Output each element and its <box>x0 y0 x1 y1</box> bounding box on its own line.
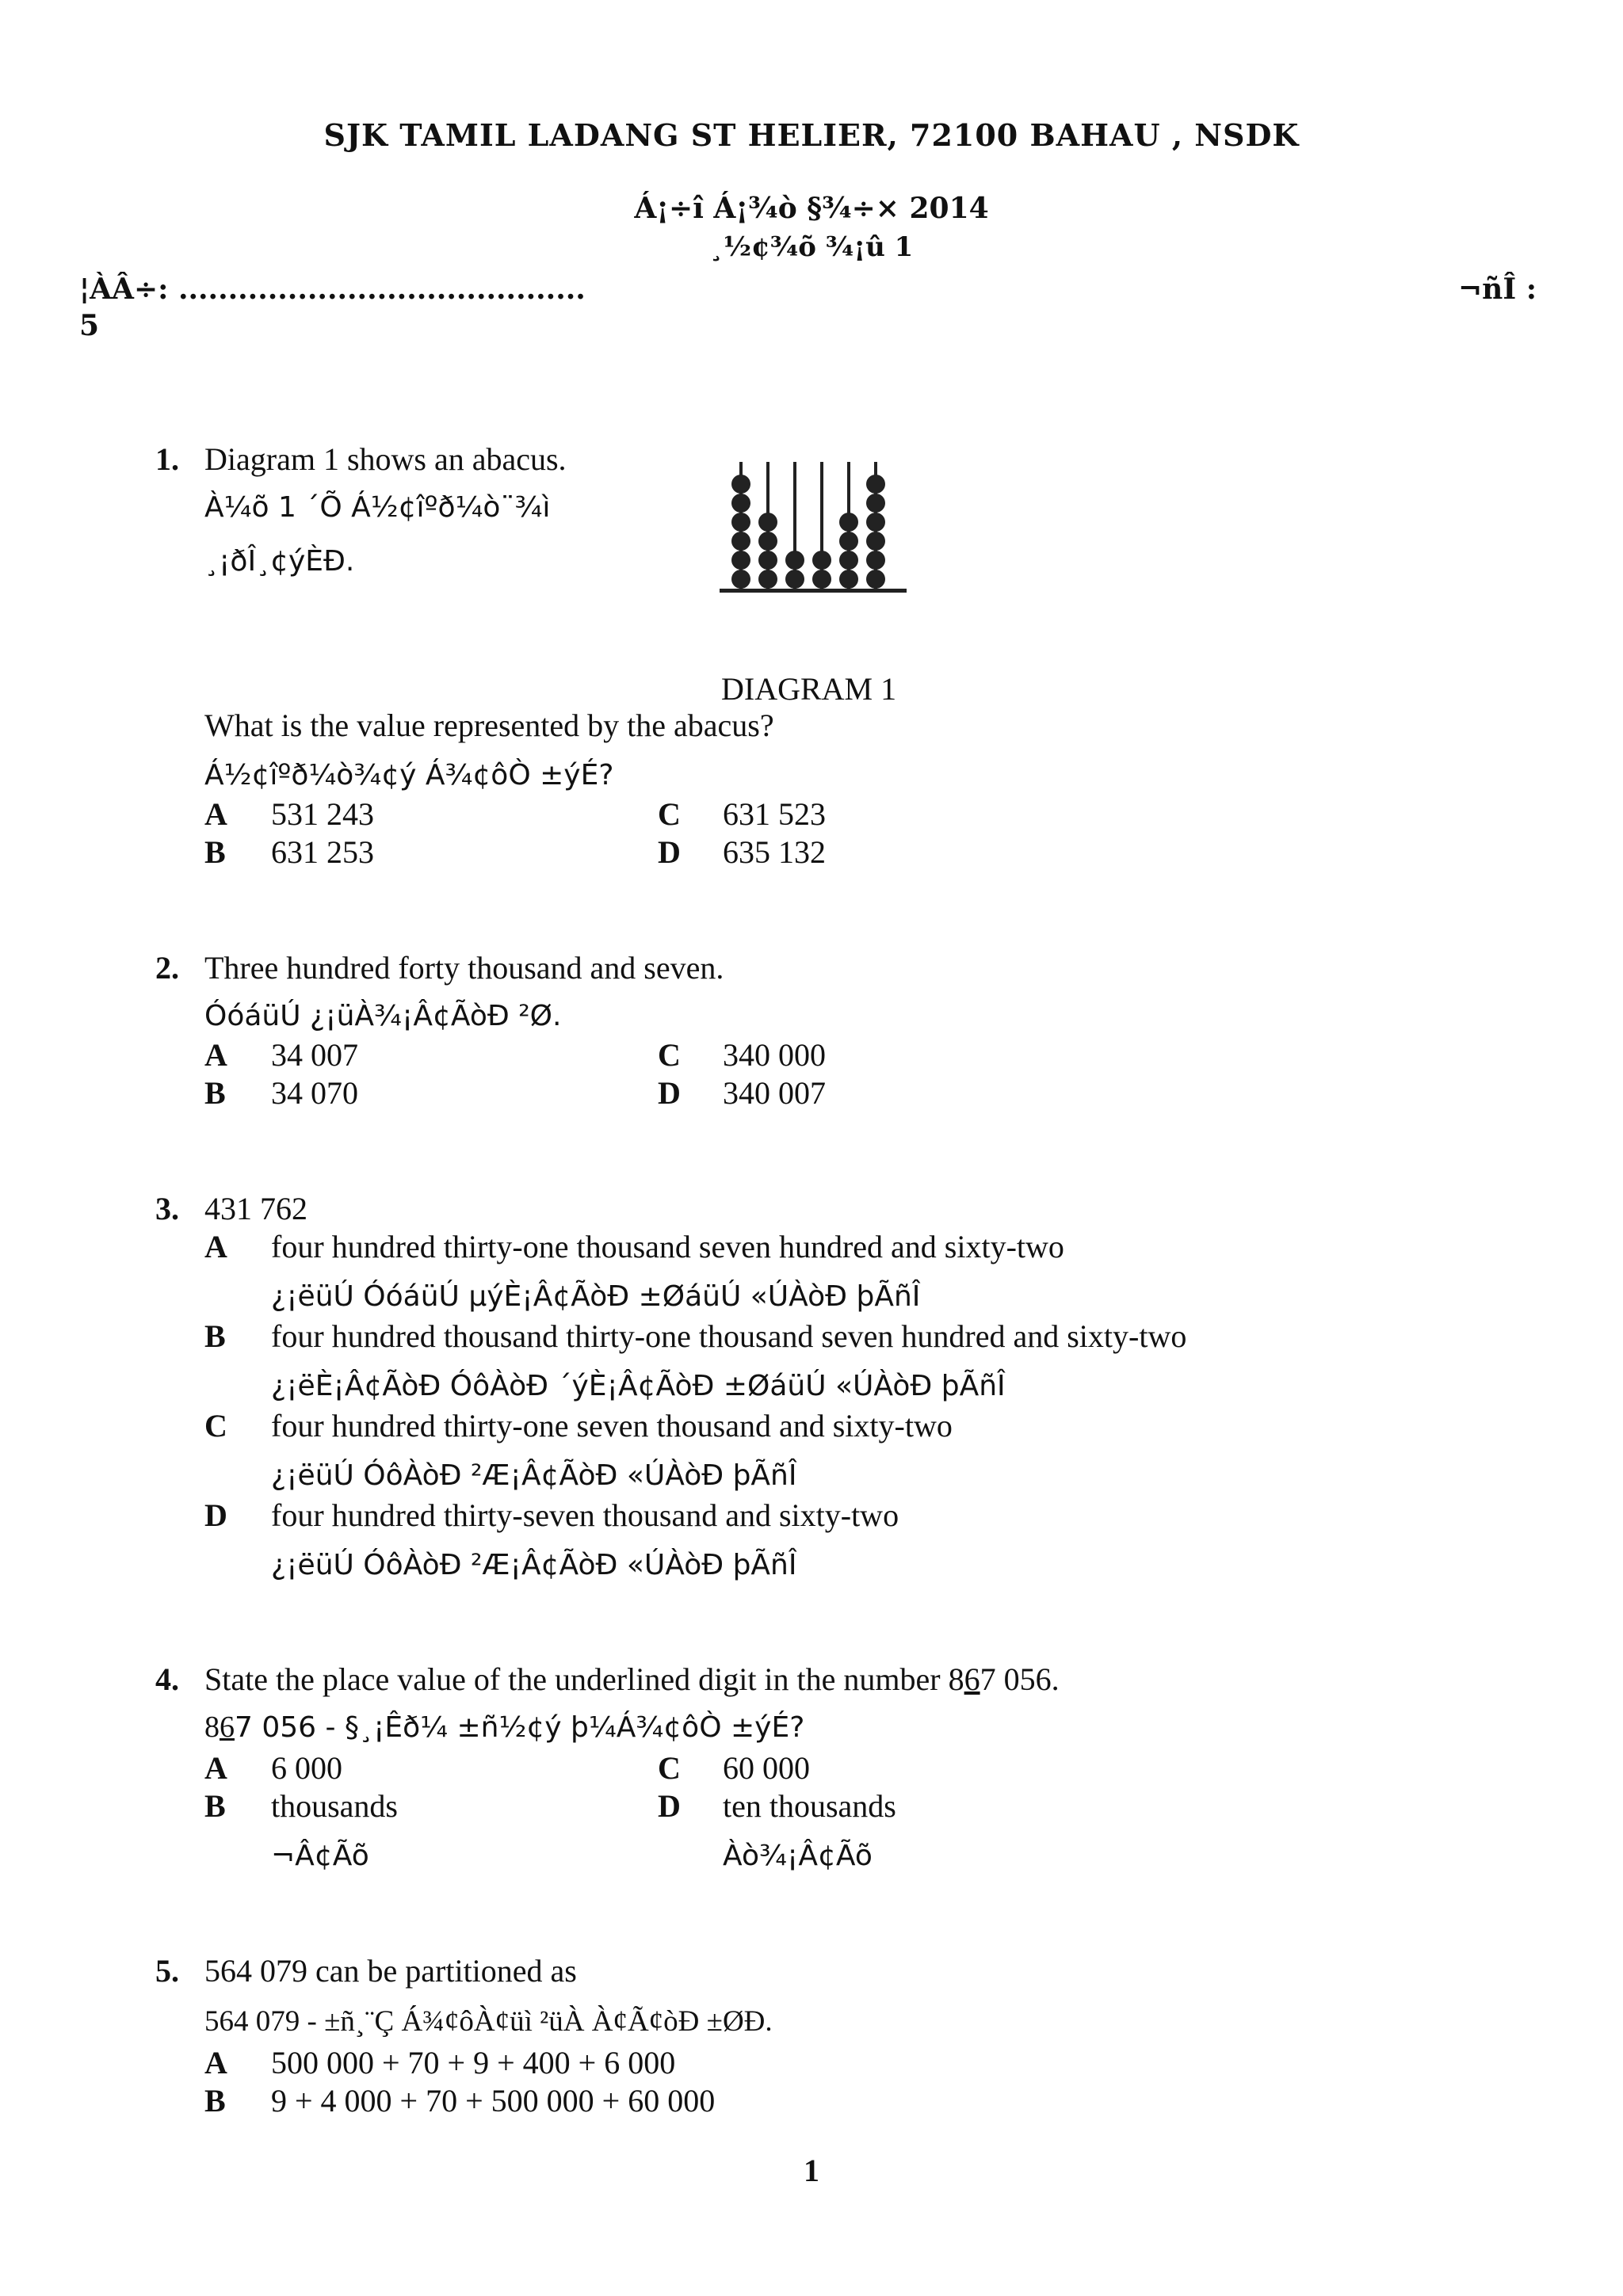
abacus-bead <box>785 570 804 589</box>
abacus-base <box>720 589 907 593</box>
q4-option-c-letter: C <box>658 1750 681 1786</box>
question-1-tamil-line-1: À¼õ 1 ´Õ Á½¢îºð¼ò¨¾ì <box>204 491 551 524</box>
underlined-digit: 6 <box>964 1661 980 1697</box>
abacus-bead <box>758 532 777 551</box>
school-title: SJK TAMIL LADANG ST HELIER, 72100 BAHAU , NSDK <box>323 117 1300 153</box>
abacus-bead <box>839 570 858 589</box>
question-4-text: State the place value of the underlined digit in the number 867 056. <box>204 1661 1060 1697</box>
question-2-text: Three hundred forty thousand and seven. <box>204 950 724 986</box>
abacus-bead <box>758 513 777 532</box>
q4-option-d-letter: D <box>658 1788 681 1824</box>
q3-option-d-tamil: ¿¡ëüÚ ÓôÀòÐ ²Æ¡Â¢ÃòÐ «ÚÀòÐ þÃñÎ <box>271 1549 797 1581</box>
q5-option-b-letter: B <box>204 2083 226 2119</box>
q1-option-b: 631 253 <box>271 834 374 870</box>
question-5-tamil: 564 079 - ±ñ¸¨Ç Á¾¢ôÀ¢üì ²üÀ À¢Ã¢òÐ ±ØÐ. <box>204 2005 773 2038</box>
year-label: ¬ñÎ : <box>1458 273 1537 306</box>
q3-option-b: four hundred thousand thirty-one thousand seven hundred and sixty-two <box>271 1318 1187 1354</box>
question-2-number: 2. <box>155 950 179 986</box>
question-5-text: 564 079 can be partitioned as <box>204 1953 577 1989</box>
question-2-tamil: ÓóáüÚ ¿¡üÀ¾¡Â¢ÃòÐ ²Ø. <box>204 1000 562 1032</box>
abacus-bead <box>866 551 885 570</box>
abacus-bead <box>866 570 885 589</box>
q4-option-d-tamil: Àò¾¡Â¢Ãõ <box>723 1840 873 1872</box>
question-1-tamil-line-2: ¸¡ðÎ¸¢ýÈÐ. <box>204 545 355 578</box>
year-value: 5 <box>79 309 100 342</box>
q3-option-b-tamil: ¿¡ëÈ¡Â¢ÃòÐ ÓôÀòÐ ´ýÈ¡Â¢ÃòÐ ±ØáüÚ «ÚÀòÐ þÃñÎ <box>271 1370 1006 1402</box>
abacus-bead <box>731 532 750 551</box>
question-5-number: 5. <box>155 1953 179 1989</box>
abacus-bead <box>866 494 885 513</box>
question-4-tamil: 867 056 - §¸¡Êð¼ ±ñ½¢ý þ¼Á¾¢ôÒ ±ýÉ? <box>204 1711 805 1744</box>
q3-option-d-letter: D <box>204 1497 227 1533</box>
q4-option-b-tamil: ¬Â¢Ãõ <box>271 1840 369 1872</box>
abacus-bead <box>758 570 777 589</box>
abacus-bead <box>731 570 750 589</box>
q1-option-d: 635 132 <box>723 834 826 870</box>
question-1-text: Diagram 1 shows an abacus. <box>204 441 567 477</box>
q1-option-a: 531 243 <box>271 796 374 832</box>
name-field-label: ¦ÀÂ÷: ......................................... <box>79 273 586 306</box>
q2-option-c: 340 000 <box>723 1037 826 1073</box>
question-3-number: 3. <box>155 1191 179 1226</box>
q2-option-a: 34 007 <box>271 1037 358 1073</box>
q4-option-c: 60 000 <box>723 1750 810 1786</box>
q1-option-d-letter: D <box>658 834 681 870</box>
abacus-bead <box>812 570 831 589</box>
question-4-number: 4. <box>155 1661 179 1697</box>
q5-option-a-letter: A <box>204 2045 227 2081</box>
exam-title: Á¡÷î Á¡¾ò §¾÷× 2014 <box>634 192 989 225</box>
abacus-bead <box>731 513 750 532</box>
q3-option-a: four hundred thirty-one thousand seven hundred and sixty-two <box>271 1229 1064 1264</box>
abacus-bead <box>866 532 885 551</box>
question-1-prompt-tamil: Á½¢îºð¼ò¾¢ý Á¾¢ôÒ ±ýÉ? <box>204 759 614 791</box>
q2-option-d-letter: D <box>658 1075 681 1111</box>
question-1-number: 1. <box>155 441 179 477</box>
q3-option-a-letter: A <box>204 1229 227 1264</box>
q2-option-a-letter: A <box>204 1037 227 1073</box>
q1-option-c-letter: C <box>658 796 681 832</box>
question-3-text: 431 762 <box>204 1191 307 1226</box>
q2-option-c-letter: C <box>658 1037 681 1073</box>
q4-option-b-letter: B <box>204 1788 226 1824</box>
q4-option-b: thousands <box>271 1788 398 1824</box>
q4-option-a: 6 000 <box>271 1750 342 1786</box>
q5-option-a: 500 000 + 70 + 9 + 400 + 6 000 <box>271 2045 676 2081</box>
underlined-digit-tamil: 6 <box>220 1711 235 1744</box>
abacus-bead <box>866 475 885 494</box>
q3-option-b-letter: B <box>204 1318 226 1354</box>
abacus-bead <box>731 475 750 494</box>
abacus-bead <box>839 532 858 551</box>
abacus-bead <box>785 551 804 570</box>
q3-option-c-letter: C <box>204 1408 227 1444</box>
abacus-bead <box>758 551 777 570</box>
abacus-bead <box>839 551 858 570</box>
q2-option-d: 340 007 <box>723 1075 826 1111</box>
q4-option-a-letter: A <box>204 1750 227 1786</box>
q3-option-d: four hundred thirty-seven thousand and sixty-two <box>271 1497 899 1533</box>
paper-title: ¸½¢¾õ ¾¡û 1 <box>709 231 914 263</box>
diagram-1-label: DIAGRAM 1 <box>721 671 897 707</box>
abacus-bead <box>839 513 858 532</box>
abacus-bead <box>731 494 750 513</box>
q2-option-b-letter: B <box>204 1075 226 1111</box>
q5-option-b: 9 + 4 000 + 70 + 500 000 + 60 000 <box>271 2083 716 2119</box>
abacus-diagram <box>713 456 911 598</box>
q3-option-a-tamil: ¿¡ëüÚ ÓóáüÚ µýÈ¡Â¢ÃòÐ ±ØáüÚ «ÚÀòÐ þÃñÎ <box>271 1280 921 1313</box>
question-1-prompt: What is the value represented by the abacus? <box>204 707 774 743</box>
q3-option-c-tamil: ¿¡ëüÚ ÓôÀòÐ ²Æ¡Â¢ÃòÐ «ÚÀòÐ þÃñÎ <box>271 1459 797 1492</box>
q2-option-b: 34 070 <box>271 1075 358 1111</box>
abacus-bead <box>866 513 885 532</box>
q1-option-c: 631 523 <box>723 796 826 832</box>
page-number: 1 <box>804 2153 819 2188</box>
q3-option-c: four hundred thirty-one seven thousand and sixty-two <box>271 1408 953 1444</box>
abacus-bead <box>731 551 750 570</box>
q4-option-d: ten thousands <box>723 1788 896 1824</box>
q1-option-b-letter: B <box>204 834 226 870</box>
q1-option-a-letter: A <box>204 796 227 832</box>
abacus-bead <box>812 551 831 570</box>
